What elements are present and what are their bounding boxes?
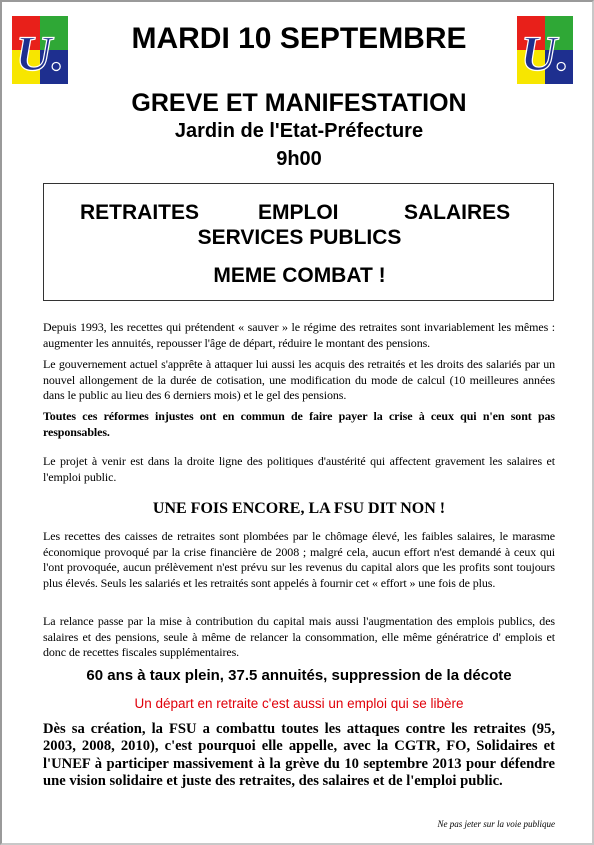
logo-letter: U. (520, 25, 570, 81)
slogan-line: Un départ en retraite c'est aussi un emploi qui se libère (134, 696, 464, 711)
paragraph-government: Le gouvernement actuel s'apprête à attaquer lui aussi les acquis des retraités et les droits des salariés par un nouvel allongement de la durée de cotisation, une modification du mode de calcul (10 meilleures années dans le public au lieu des 6 derniers mois) et le gel des pensions. (43, 357, 555, 402)
theme-services-publics: SERVICES PUBLICS (197, 226, 402, 249)
theme-emploi: EMPLOI (258, 201, 339, 224)
themes-box (43, 183, 554, 301)
page-title: MARDI 10 SEPTEMBRE (131, 22, 467, 55)
event-subtitle: GREVE ET MANIFESTATION (131, 89, 467, 117)
paragraph-austerity: Le projet à venir est dans la droite ligne des politiques d'austérité qui affectent gravement les salaires et l'emploi public. (43, 454, 555, 484)
paragraph-history: Depuis 1993, les recettes qui prétendent « sauver » le régime des retraites sont invariablement les mêmes : augmenter les annuités, repousser l'âge de départ, réduire le montant des pensions. (43, 320, 555, 350)
event-time: 9h00 (276, 148, 322, 170)
logo-letter: U. (15, 25, 65, 81)
paragraph-relance: La relance passe par la mise à contribution du capital mais aussi l'augmentation des emplois publics, des salaires et des pensions, seule à même de relancer la consommation, elle même génératrice d' emplois et donc de recettes fiscales supplémentaires. (43, 614, 555, 659)
theme-retraites: RETRAITES (80, 201, 200, 224)
demands-line: 60 ans à taux plein, 37.5 annuités, suppression de la décote (86, 667, 512, 684)
event-place: Jardin de l'Etat-Préfecture (174, 120, 424, 142)
theme-salaires: SALAIRES (404, 201, 511, 224)
motto: MEME COMBAT ! (213, 264, 386, 287)
paragraph-injustice: Toutes ces réformes injustes ont en commun de faire payer la crise à ceux qui n'en sont pas responsables. (43, 409, 555, 439)
paragraph-funding: Les recettes des caisses de retraites sont plombées par le chômage élevé, les faibles salaires, le marasme économique provoqué par la crise financière de 2008 ; malgré cela, aucun effort n'est demandé à ceux qui l'ont provoquée, aucun prélèvement n'est prévu sur les revenus du capital alors que les profits sont toujours plus élevés. Seuls les salariés et les retraités sont appelés à fournir cet « effort » une fois de plus. (43, 529, 555, 590)
section-heading: UNE FOIS ENCORE, LA FSU DIT NON ! (152, 500, 446, 517)
call-to-action: Dès sa création, la FSU a combattu toutes les attaques contre les retraites (95, 2003, 2008, 2010), c'est pourquoi elle appelle, avec la CGTR, FO, Solidaires et l'UNEF à participer massivement à la grève du 10 septembre 2013 pour défendre une vision solidaire et juste des retraites, des salaires et de l'emploi public. (43, 721, 555, 790)
footer-note: Ne pas jeter sur la voie publique (437, 819, 555, 829)
